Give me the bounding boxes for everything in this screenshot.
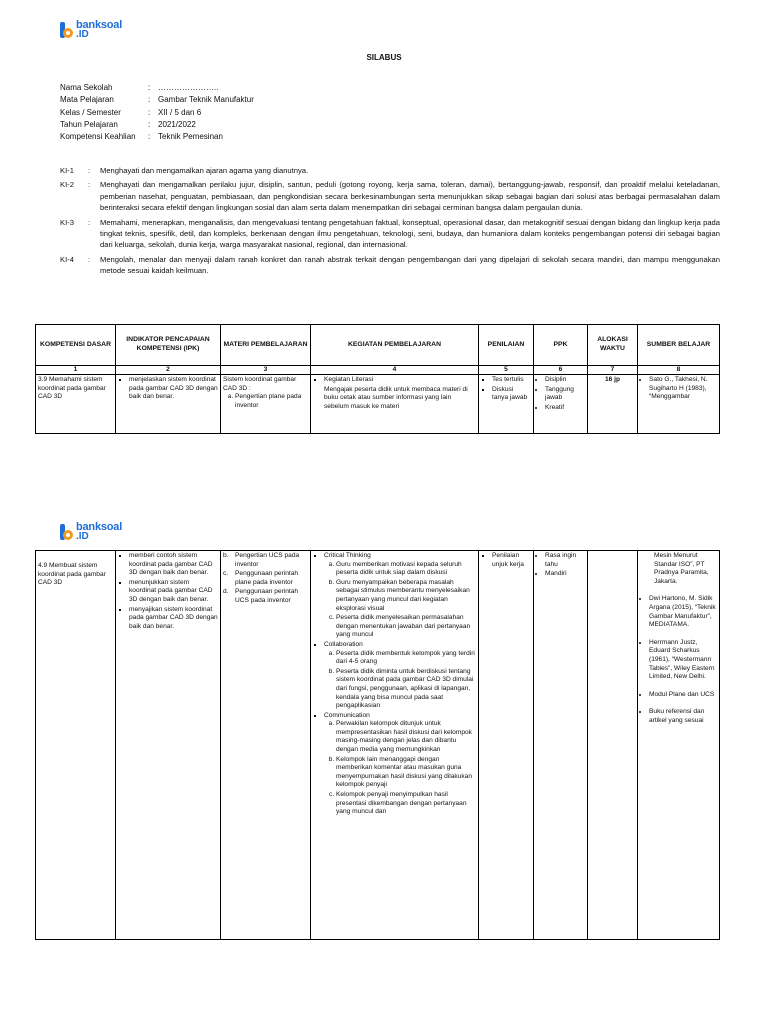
ki-id: KI-2: [60, 180, 74, 190]
ki-colon: :: [88, 180, 91, 190]
column-header: SUMBER BELAJAR: [638, 325, 720, 366]
kegiatan-steps: [324, 650, 476, 711]
column-header: INDIKATOR PENCAPAIAN KOMPETENSI (IPK): [116, 325, 221, 366]
penilaian-item: ▪ Penilaian unjuk kerja: [492, 552, 531, 569]
ppk-item: • Tanggung jawab: [545, 386, 585, 403]
brand-name: banksoal: [76, 19, 123, 31]
kegiatan-step: a. Perwakilan kelompok ditunjuk untuk mempresentasikan hasil diskusi dari kelompok masing-masing dengan jelas dan dibantu dengan media yang memungkinkan: [336, 720, 476, 754]
kegiatan-step: c. Peserta didik menyelesaikan permasalahan dengan menentukan jawaban dari pertanyaan yang muncul: [336, 614, 476, 640]
materi-item: [223, 552, 308, 569]
kegiatan-cell: [311, 551, 479, 940]
column-header: KEGIATAN PEMBELAJARAN: [311, 325, 479, 366]
kegiatan-title: ▪ Critical Thinking: [324, 552, 371, 559]
meta-value: …………………..: [158, 83, 219, 92]
penilaian-cell: [479, 375, 534, 434]
ipk-cell: [116, 551, 221, 940]
ipk-cell: [116, 375, 221, 434]
column-number: 5: [479, 366, 534, 375]
syllabus-table-page1: [35, 324, 720, 434]
materi-cell: [221, 551, 311, 940]
sumber-item: • Dwi Hartono, M. Sidik Argana (2015), “Teknik Gambar Manufaktur”, MEDIATAMA.: [649, 595, 717, 629]
ki-colon: :: [88, 254, 91, 264]
kegiatan-steps: [324, 561, 476, 640]
column-number: 6: [534, 366, 588, 375]
materi-text: Penggunaan perintah UCS pada inventor: [235, 588, 299, 604]
kegiatan-title: Kegiatan Literasi: [324, 376, 374, 383]
sumber-item: • Herrmann Justz, Eduard Scharkus (1961), “Westermann Tables”, Wiley Eastern Limited, New Delhi.: [649, 639, 717, 682]
kegiatan-sections: [313, 552, 476, 817]
kegiatan-step: b. Peserta didik diminta untuk berdiskusi tentang sistem koordinat pada gambar CAD 3D dimulai dari fungsi, penggunaan, aplikasi di lapangan, kendala yang bisa muncul pada saat pengaplikasian: [336, 668, 476, 711]
meta-colon: :: [148, 107, 151, 117]
materi-letter: d.: [223, 588, 229, 596]
ki-colon: :: [88, 166, 91, 175]
penilaian-item: ▪ Tes tertulis: [492, 376, 531, 385]
sumber-item: • Modul Plane dan UCS: [649, 691, 717, 700]
meta-label: Mata Pelajaran: [60, 95, 114, 105]
kegiatan-title: ▪ Collaboration: [324, 640, 363, 648]
ipk-item: ▪ menunjukkan sistem koordinat pada gambar CAD 3D dengan baik dan benar.: [129, 579, 218, 605]
brand-name: banksoal: [76, 521, 123, 533]
meta-block: [60, 82, 254, 143]
sumber-item: • Sato G., Takhesi, N. Sugiharto H (1983), “Menggambar: [649, 376, 717, 402]
kegiatan-cell: [311, 375, 479, 434]
meta-value: Teknik Pemesinan: [158, 132, 223, 142]
kegiatan-section: [324, 712, 476, 817]
materi-text: Pengertian UCS pada inventor: [235, 552, 300, 568]
alokasi-cell: [588, 551, 638, 940]
column-header: PENILAIAN: [479, 325, 534, 366]
brand-logo-icon: [60, 524, 74, 540]
alokasi-value: 16 jp: [604, 376, 621, 383]
ki-colon: :: [88, 217, 91, 227]
column-header: MATERI PEMBELAJARAN: [221, 325, 311, 366]
meta-colon: :: [148, 83, 151, 92]
ppk-item: • Rasa ingin tahu: [545, 552, 585, 569]
sumber-cell: [638, 551, 720, 940]
materi-text: Penggunaan perintah plane pada inventor: [235, 570, 299, 586]
ppk-item: • Mandiri: [545, 570, 585, 579]
penilaian-item: ▪ Diskusi tanya jawab: [492, 386, 531, 403]
kegiatan-step: b. Guru menyampaikan beberapa masalah sebagai stimulus memberantu menyelesaikan pertanyaan yang muncul dari kegiatan eksplorasi visual: [336, 579, 476, 613]
kegiatan-step: c. Kelompok penyaji menyimpulkan hasil presentasi dikembangan dengan pertanyaan yang muncul dan: [336, 791, 476, 817]
ki-row: [60, 217, 720, 251]
column-header: KOMPETENSI DASAR: [36, 325, 116, 366]
column-number: 1: [36, 366, 116, 375]
kegiatan-section: [324, 552, 476, 640]
kegiatan-section: [324, 641, 476, 711]
ki-row: [60, 165, 720, 176]
ipk-item: ▪ memberi contoh sistem koordinat pada gambar CAD 3D dengan baik dan benar.: [129, 552, 218, 578]
ppk-cell: [534, 551, 588, 940]
materi-cell: [221, 375, 311, 434]
materi-item: a. Pengertian plane pada inventor: [235, 393, 308, 410]
meta-value: 2021/2022: [158, 119, 196, 129]
ppk-item: • Kreatif: [545, 404, 585, 413]
meta-value: XII / 5 dan 6: [158, 107, 202, 117]
sumber-cell: [638, 375, 720, 434]
sumber-continued: Mesin Menurut Standar ISO”, PT Pradnya Paramita, Jakarta.: [654, 552, 709, 585]
meta-label: Kelas / Semester: [60, 107, 121, 117]
brand-logo: [60, 20, 122, 40]
brand-logo-page2: [60, 522, 122, 542]
ki-id: KI-3: [60, 217, 74, 227]
materi-item: [223, 570, 308, 587]
column-number: 2: [116, 366, 221, 375]
kegiatan-text: Mengajak peserta didik untuk membaca materi di buku cetak atau sumber informasi yang lain sebelum masuk ke materi: [324, 385, 468, 410]
ki-text: Memahami, menerapkan, menganalisis, dan mengevaluasi tentang pengetahuan faktual, konseptual, operasional dasar, dan metakognitif sesuai dengan bidang dan lingkup kerja pada tingkat teknis, spesifik, detil, dan kompleks, berkenaan dengan ilmu pengetahuan, teknologi, seni, budaya, dan humaniora dalam konteks pengembangan potensi diri sebagai bagian dari keluarga, sekolah, dunia kerja, warga masyarakat nasional, regional, dan internasional.: [100, 217, 720, 250]
ppk-item: • Disiplin: [545, 376, 585, 385]
meta-label: Kompetensi Keahlian: [60, 132, 136, 142]
brand-suffix: .ID: [76, 531, 89, 542]
kegiatan-title: ▪ Communication: [324, 711, 370, 719]
column-number: 3: [221, 366, 311, 375]
ki-text: Mengolah, menalar dan menyaji dalam ranah konkret dan ranah abstrak terkait dengan pengembangan dari yang dipelajari di sekolah secara mandiri, dan mampu menggunakan metode sesuai kaidah keilmuan.: [100, 254, 720, 276]
alokasi-cell: [588, 375, 638, 434]
meta-row: [60, 107, 254, 119]
materi-item: [223, 588, 308, 605]
ki-row: [60, 254, 720, 277]
materi-intro: Sistem koordinat gambar CAD 3D :: [223, 376, 297, 392]
meta-value: Gambar Teknik Manufaktur: [158, 95, 254, 105]
meta-row: [60, 94, 254, 106]
brand-logo-icon: [60, 22, 74, 38]
column-number: 8: [638, 366, 720, 375]
penilaian-cell: [479, 551, 534, 940]
syllabus-table-page2: [35, 550, 720, 940]
kegiatan-step: b. Kelompok lain menanggapi dengan memberikan komentar atau masukan guna menyempurnakan hasil diskusi yang dilakukan kelompok penyaji: [336, 756, 476, 790]
brand-suffix: .ID: [76, 29, 89, 40]
page-title: SILABUS: [366, 53, 402, 62]
meta-colon: :: [148, 95, 151, 105]
column-number: 4: [311, 366, 479, 375]
meta-colon: :: [148, 119, 151, 129]
kd-cell: 4.9 Membuat sistem koordinat pada gambar CAD 3D: [36, 551, 116, 940]
kegiatan-step: a. Peserta didik membentuk kelompok yang terdiri dari 4-5 orang: [336, 650, 476, 667]
ipk-item: ▪ menjelaskan sistem koordinat pada gambar CAD 3D dengan baik dan benar.: [129, 376, 218, 402]
kegiatan-step: a. Guru memberikan motivasi kepada seluruh peserta didik untuk siap dalam diskusi: [336, 561, 476, 578]
column-number: 7: [588, 366, 638, 375]
meta-row: [60, 82, 254, 94]
meta-label: Tahun Pelajaran: [60, 119, 118, 129]
ki-text: Menghayati dan mengamalkan ajaran agama yang dianutnya.: [100, 166, 309, 175]
sumber-item: • Buku referensi dan artikel yang sesuai: [649, 708, 717, 725]
ki-row: [60, 179, 720, 213]
materi-letter: b.: [223, 552, 229, 559]
meta-row: [60, 131, 254, 143]
ipk-item: ▪ menyajikan sistem koordinat pada gambar CAD 3D dengan baik dan benar.: [129, 606, 218, 632]
kd-cell: 3.9 Memahami sistem koordinat pada gambar CAD 3D: [36, 375, 116, 434]
meta-label: Nama Sekolah: [60, 83, 113, 92]
ki-id: KI-4: [60, 254, 74, 264]
ki-id: KI-1: [60, 166, 74, 175]
meta-colon: :: [148, 132, 151, 142]
ppk-cell: [534, 375, 588, 434]
column-header: ALOKASI WAKTU: [588, 325, 638, 366]
materi-letter: c.: [223, 570, 229, 578]
ki-block: [60, 165, 720, 280]
ki-text: Menghayati dan mengamalkan perilaku jujur, disiplin, santun, peduli (gotong royong, kerja sama, toleran, damai), bertanggung-jawab, responsif, dan proaktif melalui keteladanan, pemberian nasehat, penguatan, pembiasaan, dan pengkondisian secara berkesinambungan serta menunjukkan sikap sebagai bagian dari solusi atas berbagai permasalahan dalam berinteraksi secara efektif dengan lingkungan sosial dan alam serta dalam menempatkan diri sebagai cerminan bangsa dalam pergaulan dunia.: [100, 180, 720, 213]
column-header: PPK: [534, 325, 588, 366]
meta-row: [60, 119, 254, 131]
kegiatan-steps: [324, 720, 476, 817]
